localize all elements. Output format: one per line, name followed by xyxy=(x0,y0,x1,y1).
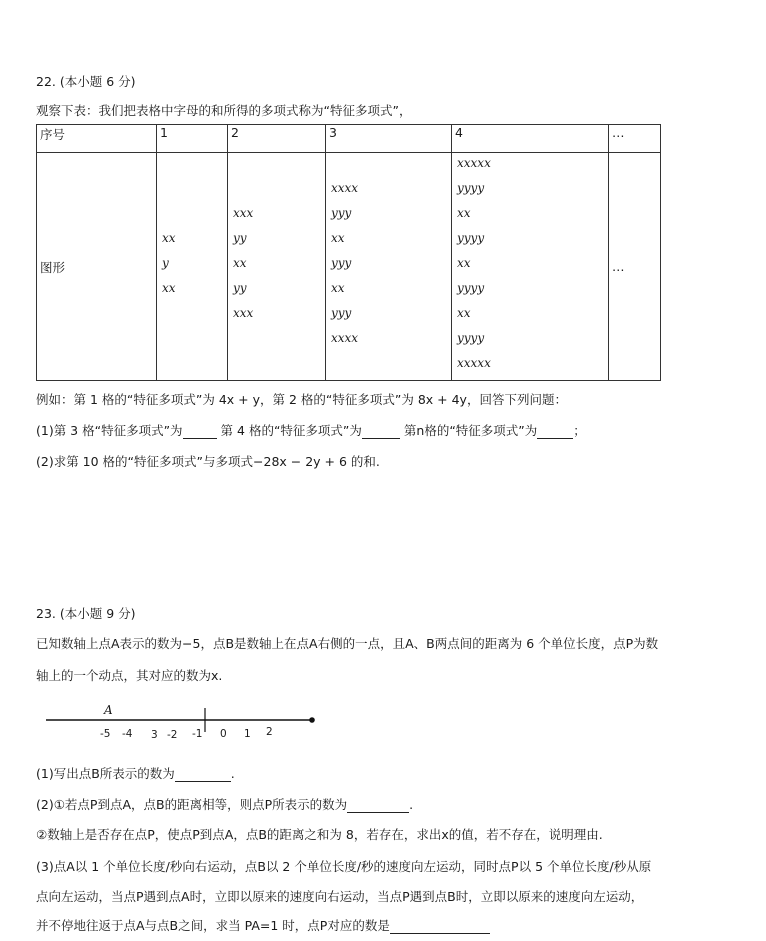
q23-intro-line1: 已知数轴上点A表示的数为−5，点B是数轴上在点A右侧的一点，且A、B两点间的距离为 6 个单位长度，点P为数 xyxy=(36,636,659,651)
header-cell xyxy=(228,125,326,153)
header-cell xyxy=(326,125,452,153)
figure-line: yyy xyxy=(331,256,352,270)
tick-label: 1 xyxy=(244,728,251,740)
q22-part2: (2)求第 10 格的“特征多项式”与多项式−28x − 2y + 6 的和. xyxy=(36,454,380,469)
q23-part2-1-text: (2)①若点P到点A，点B的距离相等，则点P所表示的数为 xyxy=(36,797,348,812)
figure-line: xx xyxy=(331,231,345,245)
q23-part1-text: (1)写出点B所表示的数为 xyxy=(36,766,175,781)
header-label-ellipsis: … xyxy=(612,125,625,140)
figure-line: xxxx xyxy=(331,181,359,195)
figure-line: yyy xyxy=(331,206,352,220)
q22-intro: 观察下表：我们把表格中字母的和所得的多项式称为“特征多项式”， xyxy=(36,103,412,118)
table-header-row xyxy=(37,125,661,153)
figure-line: yyyy xyxy=(457,331,485,345)
q22-title: 22. (本小题 6 分) xyxy=(36,74,136,89)
figure-line: xxx xyxy=(233,306,254,320)
tick-label: 3 xyxy=(151,729,158,741)
tick-label: 0 xyxy=(220,728,227,740)
table-figure-row xyxy=(37,153,661,381)
figure-line: xx xyxy=(331,281,345,295)
figure-line: yy xyxy=(233,231,247,245)
q23-part1 xyxy=(36,764,235,782)
figure-line: xxx xyxy=(233,206,254,220)
figure-cell-3 xyxy=(326,153,452,381)
q22-part1-end: ； xyxy=(573,423,586,438)
q23-part3-line3-text: 并不停地往返于点A与点B之间，求当 PA=1 时，点P对应的数是 xyxy=(36,918,390,933)
figure-line: xx xyxy=(457,256,471,270)
q23-part1-end: . xyxy=(230,766,235,781)
tick-label: -2 xyxy=(167,729,178,741)
figure-line: yyyy xyxy=(457,231,485,245)
q22-table xyxy=(36,124,661,381)
answer-blank[interactable] xyxy=(347,812,409,813)
number-line-graphic xyxy=(46,700,326,745)
header-label-4: 4 xyxy=(455,125,463,140)
q23-part3-line1: (3)点A以 1 个单位长度/秒向右运动，点B以 2 个单位长度/秒的速度向左运动，同时点P以 5 个单位长度/秒从原 xyxy=(36,859,652,874)
tick-label: -1 xyxy=(192,728,203,740)
figure-cell-2 xyxy=(228,153,326,381)
answer-blank[interactable] xyxy=(362,438,400,439)
figure-cell-ellipsis xyxy=(609,153,661,381)
figure-line: xx xyxy=(457,306,471,320)
figure-line: xxxxx xyxy=(457,356,491,370)
figure-line: yy xyxy=(233,281,247,295)
figure-line: xx xyxy=(162,231,176,245)
figure-line: xxxxx xyxy=(457,156,491,170)
header-cell xyxy=(452,125,609,153)
q22-example: 例如：第 1 格的“特征多项式”为 4x + y，第 2 格的“特征多项式”为 8x + 4y，回答下列问题： xyxy=(36,392,567,407)
figure-line: xx xyxy=(233,256,247,270)
figure-line: y xyxy=(162,256,169,270)
header-cell xyxy=(609,125,661,153)
figure-cell-1 xyxy=(157,153,228,381)
q23-part3-line3 xyxy=(36,916,490,934)
answer-blank[interactable] xyxy=(390,933,490,934)
q22-part1-b: 第 4 格的“特征多项式”为 xyxy=(220,423,362,438)
answer-blank[interactable] xyxy=(537,438,573,439)
figure-line: yyyy xyxy=(457,181,485,195)
q23-title: 23. (本小题 9 分) xyxy=(36,606,136,621)
figure-line: xxxx xyxy=(331,331,359,345)
header-cell xyxy=(157,125,228,153)
q22-part1-c: 第n格的“特征多项式”为 xyxy=(403,423,538,438)
answer-blank[interactable] xyxy=(175,781,231,782)
row-label-cell xyxy=(37,153,157,381)
q23-part2-1-end: . xyxy=(409,797,414,812)
tick-label: -4 xyxy=(122,728,133,740)
q23-part2-1 xyxy=(36,795,413,813)
figure-line: xx xyxy=(162,281,176,295)
number-line xyxy=(46,700,326,745)
row-label-figure: 图形 xyxy=(40,259,66,275)
figure-line: yyyy xyxy=(457,281,485,295)
header-label-2: 2 xyxy=(231,125,239,140)
q22-part1 xyxy=(36,421,586,439)
figure-line: yyy xyxy=(331,306,352,320)
header-label-1: 1 xyxy=(160,125,168,140)
header-label-3: 3 xyxy=(329,125,337,140)
q23-part3-line2: 点向左运动，当点P遇到点A时，立即以原来的速度向右运动，当点P遇到点B时，立即以原来的速度向左运动， xyxy=(36,889,644,904)
answer-blank[interactable] xyxy=(183,438,217,439)
tick-label: -5 xyxy=(100,728,111,740)
point-a-label: A xyxy=(104,703,113,717)
q23-intro-line2: 轴上的一个动点，其对应的数为x. xyxy=(36,668,223,683)
header-cell xyxy=(37,125,157,153)
tick-label: 2 xyxy=(266,726,273,738)
q23-part2-2: ②数轴上是否存在点P，使点P到点A，点B的距离之和为 8，若存在，求出x的值，若不存在，说明理由. xyxy=(36,827,603,842)
figure-line: xx xyxy=(457,206,471,220)
ellipsis-text: … xyxy=(612,259,625,274)
figure-cell-4 xyxy=(452,153,609,381)
q22-part1-a: (1)第 3 格“特征多项式”为 xyxy=(36,423,183,438)
header-label-index: 序号 xyxy=(40,127,66,142)
